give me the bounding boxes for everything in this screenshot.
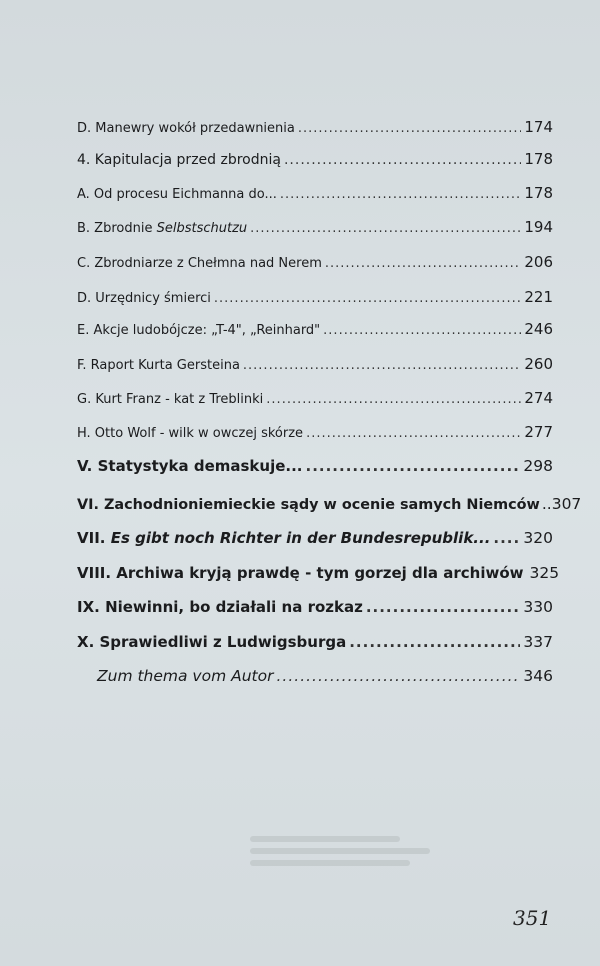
toc-entry-page: 194: [524, 218, 553, 236]
toc-entry: [77, 150, 553, 168]
toc-entry-page: 337: [523, 633, 553, 651]
toc-entry-title-italic: Es gibt noch Richter in der Bundesrepublik...: [110, 529, 491, 547]
toc-entry-title-prefix: B. Zbrodnie: [77, 221, 157, 236]
leader-dots: [323, 323, 521, 338]
leader-dots: [306, 457, 521, 475]
toc-entry: [77, 355, 553, 373]
toc-entry-title: [77, 529, 490, 547]
toc-entry-title: C. Zbrodniarze z Chełmna nad Nerem: [77, 256, 322, 271]
toc-entry-title: [77, 221, 247, 236]
toc-entry-page: 246: [524, 320, 553, 338]
toc-entry-title: VI. Zachodnioniemieckie sądy w ocenie samych Niemców: [77, 497, 540, 513]
toc-chapter: [77, 529, 553, 547]
toc-entry-page: 206: [524, 253, 553, 271]
toc-entry-page: 178: [524, 184, 553, 202]
toc-entry-page: 174: [524, 118, 553, 136]
toc-entry-page: 178: [524, 150, 553, 168]
leader-dots: [280, 187, 521, 202]
toc-entry-page: 277: [524, 423, 553, 441]
toc-entry-page: 298: [523, 457, 553, 475]
leader-dots: [349, 633, 520, 651]
toc-entry-title-italic: Selbstschutzu: [156, 221, 248, 236]
toc-entry-page: 325: [529, 564, 560, 582]
toc-chapter: [77, 633, 553, 651]
toc-entry: [77, 320, 553, 338]
toc-entry-page: 346: [523, 667, 553, 685]
leader-dots: [325, 256, 521, 271]
toc-entry-title: E. Akcje ludobójcze: „T-4", „Reinhard": [77, 323, 321, 338]
leader-dots: [214, 291, 521, 306]
toc-entry-title-prefix: VII.: [77, 529, 111, 547]
toc-entry-title: D. Manewry wokół przedawnienia: [77, 121, 295, 136]
toc-entry-page: 274: [524, 389, 553, 407]
toc-entry-title: A. Od procesu Eichmanna do...: [77, 187, 277, 202]
toc-entry-title: Zum thema vom Autor: [97, 667, 274, 685]
toc-entry-title: VIII. Archiwa kryją prawdę - tym gorzej dla archiwów: [77, 564, 524, 582]
leader-dots: [366, 598, 521, 616]
toc-entry: [77, 288, 553, 306]
leader-dots: [243, 358, 521, 373]
toc-entry: [97, 667, 553, 685]
toc-entry-title: IX. Niewinni, bo działali na rozkaz: [77, 598, 363, 616]
toc-entry-title: 4. Kapitulacja przed zbrodnią: [77, 152, 281, 168]
toc-entry: [77, 184, 553, 202]
toc-entry-title: X. Sprawiedliwi z Ludwigsburga: [77, 633, 347, 651]
leader-dots: [276, 667, 520, 685]
toc-entry-title: V. Statystyka demaskuje...: [77, 457, 303, 475]
leader-dots: [266, 392, 521, 407]
toc-entry-title: D. Urzędnicy śmierci: [77, 291, 211, 306]
toc-entry-title: G. Kurt Franz - kat z Treblinki: [77, 392, 264, 407]
toc-entry: [77, 253, 553, 271]
leader-dots: [493, 529, 520, 547]
toc-entry: [77, 118, 553, 136]
toc-chapter: [77, 457, 553, 475]
toc-entry: [77, 389, 553, 407]
toc-entry-page: ..307: [541, 495, 582, 513]
faded-stamp: [250, 830, 440, 890]
toc-entry-title: H. Otto Wolf - wilk w owczej skórze: [77, 426, 304, 441]
toc-entry: [77, 218, 553, 236]
toc-chapter: [77, 564, 560, 582]
toc-entry-page: 260: [524, 355, 553, 373]
toc-chapter: [77, 598, 553, 616]
toc-entry-page: 320: [523, 529, 553, 547]
leader-dots: [298, 121, 521, 136]
toc-entry-page: 330: [523, 598, 553, 616]
toc-entry: [77, 423, 553, 441]
toc-chapter: [77, 495, 582, 513]
page-number: 351: [513, 906, 552, 930]
leader-dots: [250, 221, 521, 236]
toc-entry-title: F. Raport Kurta Gersteina: [77, 358, 240, 373]
leader-dots: [284, 152, 521, 168]
leader-dots: [306, 426, 521, 441]
toc-entry-page: 221: [524, 288, 553, 306]
